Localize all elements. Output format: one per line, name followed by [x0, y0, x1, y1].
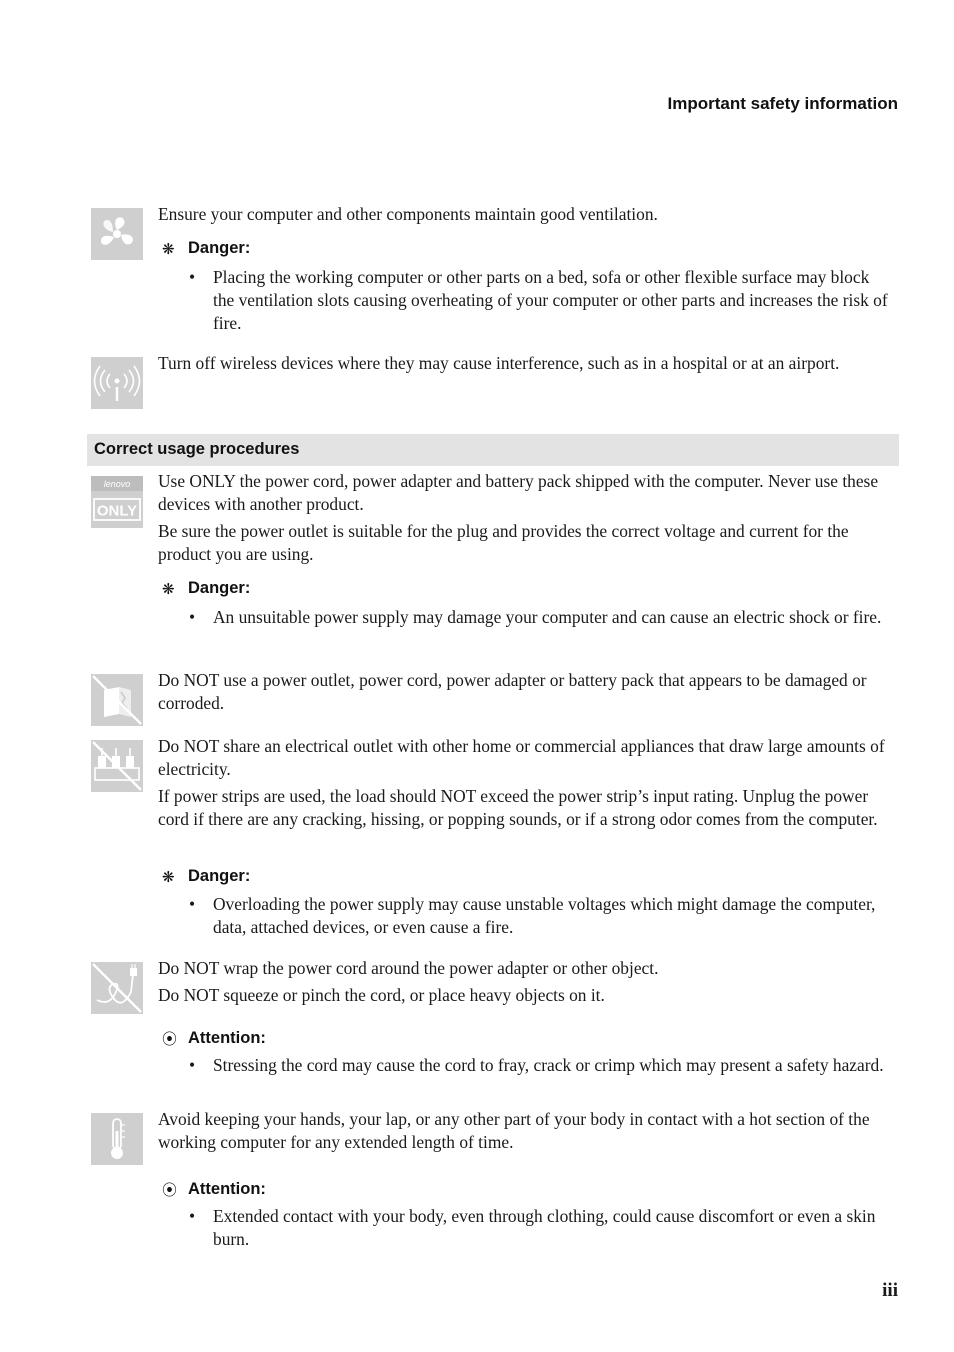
danger-icon: ❋	[162, 580, 175, 598]
section-title: Correct usage procedures	[94, 440, 300, 458]
attention-icon: ⦿	[162, 1031, 178, 1048]
attention-icon: ⦿	[162, 1182, 178, 1199]
danger-label: ❋ Danger:	[162, 239, 251, 258]
danger-label: ❋ Danger:	[162, 867, 251, 886]
page-number: iii	[882, 1280, 898, 1301]
danger-label: ❋ Danger:	[162, 579, 251, 598]
wireless-icon	[91, 357, 143, 409]
fan-icon	[91, 208, 143, 260]
damaged-device-icon	[91, 674, 143, 726]
list-item: • An unsuitable power supply may damage your computer and can cause an electric shock or fire.	[189, 607, 882, 627]
section-heading-bar	[87, 434, 899, 466]
power-only-text: Use ONLY the power cord, power adapter and battery pack shipped with the computer. Never use these devices with another product. Be sure the power outlet is suitable for the plug and provides the correct voltage and current for the product you are using.	[158, 471, 879, 564]
list-item: • Placing the working computer or other parts on a bed, sofa or other flexible surface may block the ventilation slots causing overheating of your computer or other parts and increases the risk of fire.	[189, 267, 888, 333]
page-header-title: Important safety information	[667, 94, 898, 113]
lenovo-only-icon	[91, 476, 143, 528]
attention-label: ⦿ Attention:	[162, 1180, 266, 1199]
heat-text: Avoid keeping your hands, your lap, or any other part of your body in contact with a hot section of the working computer for any extended length of time.	[158, 1109, 870, 1152]
share-outlet-text: Do NOT share an electrical outlet with other home or commercial appliances that draw large amounts of electricity. If power strips are used, the load should NOT exceed the power strip’s input rating. Unplug the power cord if there are any cracking, hissing, or popping sounds, or if a strong odor comes from the computer.	[158, 736, 885, 829]
list-item: • Extended contact with your body, even through clothing, could cause discomfort or even a skin burn.	[189, 1206, 876, 1249]
power-strip-icon	[91, 740, 143, 792]
thermometer-icon	[91, 1113, 143, 1165]
wireless-text: Turn off wireless devices where they may cause interference, such as in a hospital or at an airport.	[158, 353, 840, 373]
svg-text:lenovo: lenovo	[103, 479, 131, 489]
power-cord-icon	[91, 962, 143, 1014]
attention-label: ⦿ Attention:	[162, 1029, 266, 1048]
damaged-text: Do NOT use a power outlet, power cord, power adapter or battery pack that appears to be damaged or corroded.	[158, 670, 867, 713]
list-item: • Overloading the power supply may cause unstable voltages which might damage the computer, data, attached devices, or even cause a fire.	[189, 894, 876, 937]
ventilation-text: Ensure your computer and other components maintain good ventilation.	[158, 204, 658, 224]
cord-text: Do NOT wrap the power cord around the power adapter or other object. Do NOT squeeze or pinch the cord, or place heavy objects on it.	[158, 958, 659, 1005]
danger-icon: ❋	[162, 868, 175, 886]
danger-icon: ❋	[162, 240, 175, 258]
svg-text:ONLY: ONLY	[96, 502, 138, 520]
list-item: • Stressing the cord may cause the cord to fray, crack or crimp which may present a safety hazard.	[189, 1055, 884, 1075]
